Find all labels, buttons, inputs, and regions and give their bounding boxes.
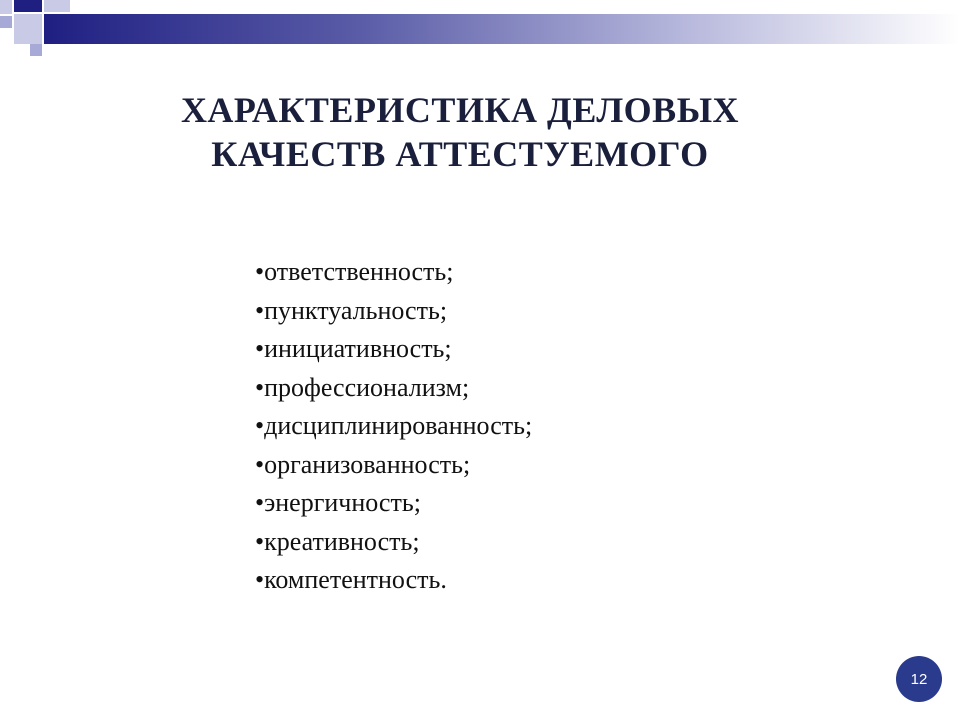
list-item: •компетентность.: [255, 565, 447, 594]
list-item: •профессионализм;: [255, 372, 470, 402]
decor-square-e: [44, 0, 70, 12]
decor-square-b: [14, 0, 42, 12]
list-item: •дисциплинированность;: [255, 411, 533, 440]
decor-square-f: [30, 44, 42, 56]
page-number-badge: 12: [896, 656, 942, 702]
list-item: •энергичность;: [255, 488, 421, 517]
list-item: •организованность;: [255, 449, 471, 479]
qualities-list: [255, 253, 532, 600]
slide-title: [130, 88, 790, 176]
decor-square-a: [0, 0, 12, 14]
title-line-1: ХАРАКТЕРИСТИКА ДЕЛОВЫХ: [180, 90, 740, 130]
list-item: •пунктуальность;: [255, 295, 448, 325]
list-item: •ответственность;: [255, 257, 454, 286]
top-gradient-bar: [44, 14, 960, 44]
list-item: •креативность;: [255, 526, 420, 556]
list-item: •инициативность;: [255, 334, 452, 363]
decor-square-d: [0, 16, 12, 28]
title-line-2: КАЧЕСТВ АТТЕСТУЕМОГО: [211, 134, 709, 174]
decor-square-c: [14, 14, 42, 44]
